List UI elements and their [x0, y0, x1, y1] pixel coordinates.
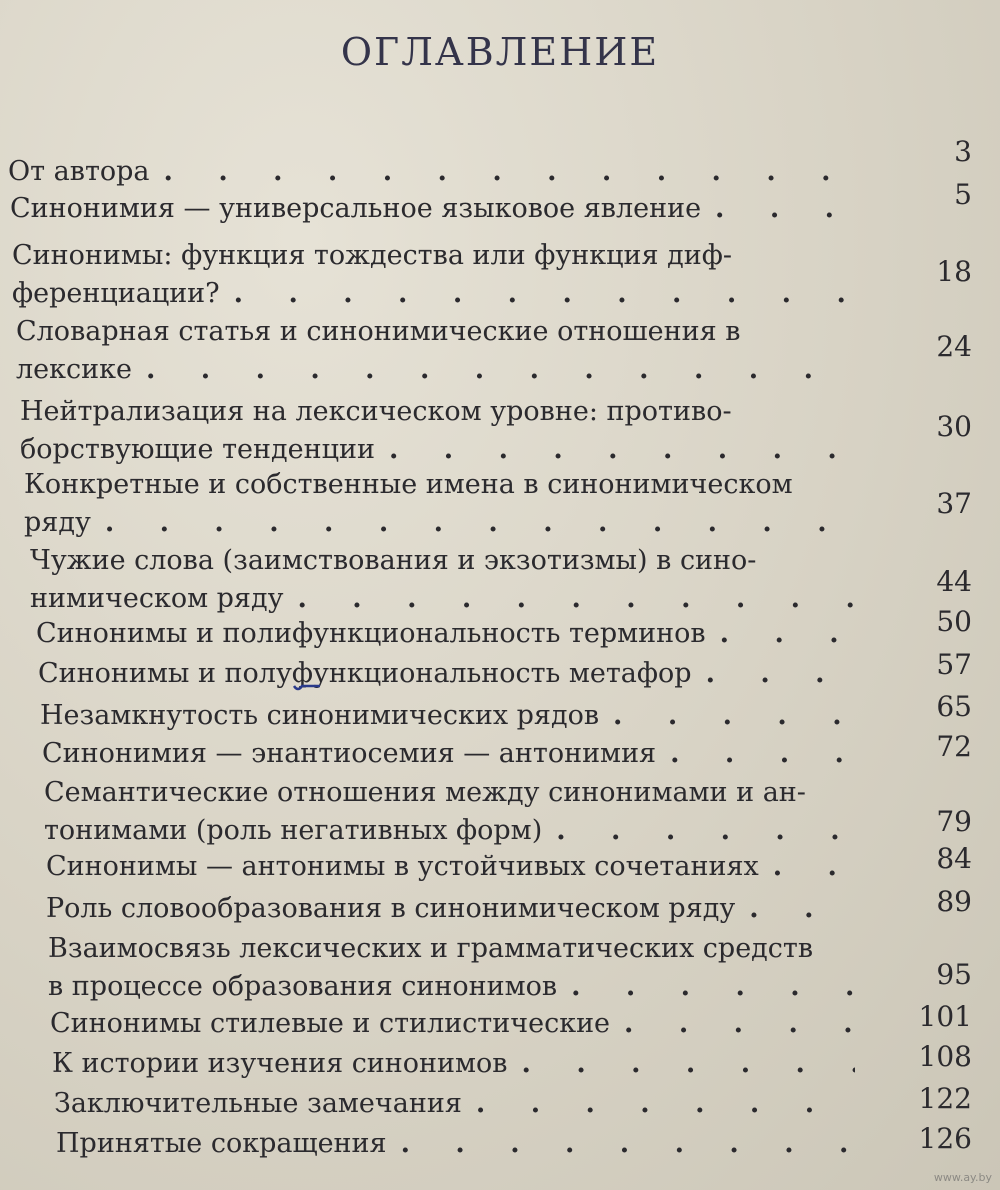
- toc-entry-text: Синонимы и полифункциональность терминов: [36, 618, 706, 649]
- toc-entry[interactable]: [50, 1005, 855, 1043]
- toc-entry-text: нимическом ряду: [30, 583, 284, 614]
- dot-leader: [522, 1045, 855, 1083]
- toc-entry-text: Заключительные замечания: [54, 1088, 462, 1119]
- toc-entry-text: тонимами (роль негативных форм): [44, 815, 543, 846]
- toc-entry-text: Синонимы: функция тождества или функция диф-: [12, 240, 732, 271]
- dot-leader: [715, 190, 855, 228]
- dot-leader: [234, 275, 855, 313]
- toc-page-number: 30: [936, 410, 972, 443]
- toc-page-number: 50: [936, 605, 972, 638]
- dot-leader: [297, 580, 855, 618]
- pen-underline-mark: [292, 680, 332, 692]
- toc-entry-text: Незамкнутость синонимических рядов: [40, 700, 600, 731]
- toc-page-number: 122: [918, 1082, 972, 1115]
- toc-entry-text: Нейтрализация на лексическом уровне: противо-: [20, 396, 732, 427]
- toc-entry-text: Синонимия — универсальное языковое явление: [10, 193, 702, 224]
- toc-entry[interactable]: [54, 1085, 855, 1123]
- toc-entry-text: в процессе образования синонимов: [48, 971, 558, 1002]
- toc-page-number: 101: [918, 1000, 972, 1033]
- toc-entry-text: Конкретные и собственные имена в синонимическом: [24, 469, 793, 500]
- dot-leader: [624, 1005, 855, 1043]
- dot-leader: [670, 735, 855, 773]
- toc-entry[interactable]: [46, 848, 855, 886]
- toc-entry[interactable]: [8, 153, 855, 191]
- toc-page-number: 89: [936, 885, 972, 918]
- toc-entry[interactable]: [56, 1125, 855, 1163]
- toc-page-number: 108: [918, 1040, 972, 1073]
- toc-entry[interactable]: [44, 774, 855, 850]
- dot-leader: [105, 504, 855, 542]
- page-title: ОГЛАВЛЕНИЕ: [340, 30, 660, 74]
- toc-entry-text: лексике: [16, 354, 132, 385]
- toc-page-number: 84: [936, 842, 972, 875]
- toc-entry-text: Синонимы и полуфункциональность метафор: [38, 658, 692, 689]
- toc-entry-text: борствующие тенденции: [20, 434, 375, 465]
- dot-leader: [773, 848, 855, 886]
- toc-page-number: 37: [936, 487, 972, 520]
- toc-page-number: 5: [954, 178, 972, 211]
- dot-leader: [401, 1125, 855, 1163]
- toc-entry-text: Принятые сокращения: [56, 1128, 387, 1159]
- toc-entry[interactable]: [30, 542, 855, 618]
- toc-entry-text: От автора: [8, 156, 150, 187]
- toc-entry-text: Роль словообразования в синонимическом ряду: [46, 893, 736, 924]
- watermark: www.ay.by: [933, 1171, 992, 1184]
- toc-page-number: 44: [936, 565, 972, 598]
- toc-entry[interactable]: [10, 190, 855, 228]
- toc-page-number: 24: [936, 330, 972, 363]
- toc-entry-text: Взаимосвязь лексических и грамматических средств: [48, 933, 814, 964]
- dot-leader: [571, 968, 855, 1006]
- toc-entry-text: Синонимы — антонимы в устойчивых сочетаниях: [46, 851, 759, 882]
- toc-entry[interactable]: [52, 1045, 855, 1083]
- toc-page-number: 57: [936, 648, 972, 681]
- toc-entry[interactable]: [20, 393, 855, 469]
- toc-page-number: 65: [936, 690, 972, 723]
- toc-page-number: 72: [936, 730, 972, 763]
- dot-leader: [749, 890, 855, 928]
- toc-entry-text: Семантические отношения между синонимами и ан-: [44, 777, 806, 808]
- toc-entry[interactable]: [38, 655, 855, 693]
- dot-leader: [476, 1085, 855, 1123]
- dot-leader: [613, 697, 855, 735]
- toc-entry-text: Синонимия — энантиосемия — антонимия: [42, 738, 657, 769]
- toc-entry[interactable]: [42, 735, 855, 773]
- toc-entry[interactable]: [46, 890, 855, 928]
- toc-entry-text: К истории изучения синонимов: [52, 1048, 508, 1079]
- toc-entry-text: ряду: [24, 507, 91, 538]
- dot-leader: [164, 153, 855, 191]
- toc-entry[interactable]: [40, 697, 855, 735]
- toc-entry-text: Синонимы стилевые и стилистические: [50, 1008, 611, 1039]
- toc-entry[interactable]: [48, 930, 855, 1006]
- toc-entry[interactable]: [16, 313, 855, 389]
- dot-leader: [146, 351, 855, 389]
- toc-entry[interactable]: [12, 237, 855, 313]
- toc-entry-text: Словарная статья и синонимические отношения в: [16, 316, 741, 347]
- toc-page-number: 18: [936, 255, 972, 288]
- toc-page-number: 126: [918, 1122, 972, 1155]
- dot-leader: [556, 812, 855, 850]
- toc-page-number: 79: [936, 805, 972, 838]
- toc-entry[interactable]: [36, 615, 855, 653]
- dot-leader: [720, 615, 855, 653]
- toc-entry[interactable]: [24, 466, 855, 542]
- toc-entry-text: ференциации?: [12, 278, 220, 309]
- toc-entry-text: Чужие слова (заимствования и экзотизмы) в сино-: [30, 545, 757, 576]
- dot-leader: [706, 655, 855, 693]
- toc-page-number: 95: [936, 958, 972, 991]
- dot-leader: [389, 431, 855, 469]
- toc-page-number: 3: [954, 135, 972, 168]
